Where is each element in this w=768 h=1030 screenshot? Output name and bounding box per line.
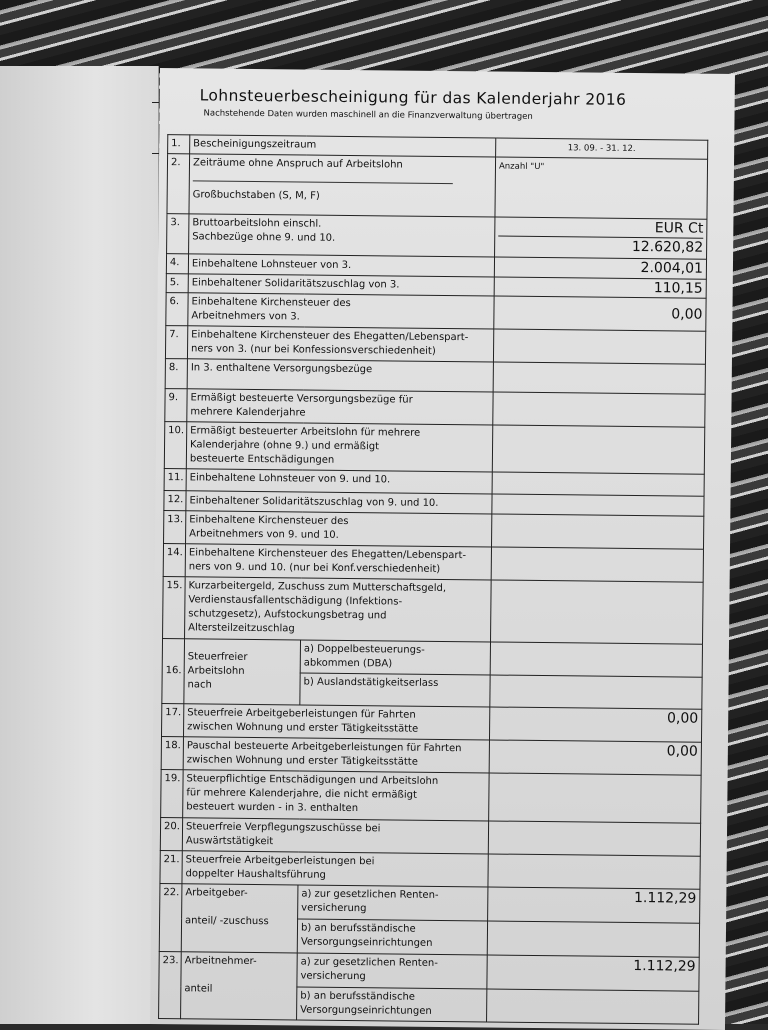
sub-label-a: [298, 885, 488, 921]
row-label-line: zwischen Wohnung und erster Tätigkeitsstätte: [186, 754, 418, 768]
row-number: 6.: [166, 293, 188, 326]
row-20: [160, 818, 700, 857]
row-value: Anzahl "U": [495, 157, 708, 219]
row-10: [164, 422, 704, 475]
sub-label-line: a) zur gesetzlichen Renten-: [301, 888, 439, 901]
amount: 0,00: [489, 707, 701, 742]
row-value: [492, 514, 704, 549]
sub-label-line: b) an berufsständische: [300, 990, 416, 1003]
row-value: 13. 09. - 31. 12.: [496, 138, 708, 159]
row-label-line: Einbehaltene Kirchensteuer des: [191, 296, 351, 310]
row-number: 13.: [164, 511, 186, 544]
row-label: [182, 851, 488, 887]
row-label: [187, 389, 493, 425]
row-number: 9.: [165, 389, 187, 422]
row-label-line: besteuert wurden - in 3. enthalten: [186, 801, 359, 815]
row-label-line: Steuerfreie Arbeitgeberleistungen für Fahrten: [187, 707, 416, 721]
row-label-line: ners von 3. (nur bei Konfessionsverschiedenheit): [191, 343, 436, 357]
row-label-line: besteuerte Entschädigungen: [189, 453, 335, 466]
row-14: [163, 544, 703, 583]
sub-label-line: Versorgungseinrichtungen: [300, 936, 433, 949]
sub-label-line: versicherung: [301, 902, 367, 915]
amount: 1.112,29: [488, 887, 700, 923]
row-label-line: Steuerfreier: [187, 651, 248, 663]
row-3: [167, 214, 707, 260]
row-value: [487, 921, 699, 957]
row-label-line: zwischen Wohnung und erster Tätigkeitsstätte: [187, 721, 419, 735]
blank-line: [193, 170, 492, 187]
row-value: [488, 821, 700, 856]
row-label: [188, 293, 494, 329]
row-label: In 3. enthaltene Versorgungsbezüge: [187, 359, 493, 392]
row-13: [164, 511, 704, 550]
row-value: [493, 392, 705, 427]
row-value: [493, 329, 705, 364]
row-value: [492, 425, 704, 474]
row-number: 5.: [166, 274, 188, 293]
tax-certificate-sheet: [150, 68, 735, 1030]
row-label: [189, 154, 496, 217]
row-number: 18.: [161, 737, 183, 770]
row-label: [184, 639, 301, 705]
row-label-line: für mehrere Kalenderjahre, die nicht ermäßigt: [186, 787, 417, 801]
row-label-line: Einbehaltene Kirchensteuer des Ehegatten/Lebenspart-: [191, 329, 469, 344]
sub-label-line: abkommen (DBA): [303, 657, 393, 670]
sub-label-line: Versorgungseinrichtungen: [300, 1004, 432, 1017]
row-label: [186, 511, 492, 547]
row-number: 17.: [161, 704, 183, 737]
row-number: 3.: [167, 214, 189, 254]
row-number: 16.: [162, 639, 185, 704]
sub-label-line: a) zur gesetzlichen Renten-: [300, 956, 438, 969]
row-label: [186, 422, 492, 472]
sub-label-b: b) Auslandstätigkeitserlass: [300, 673, 490, 707]
row-label-line: Einbehaltene Kirchensteuer des Ehegatten/Lebenspart-: [188, 547, 467, 562]
row-label: [183, 770, 490, 821]
row-number: 10.: [164, 422, 186, 469]
row-2: [167, 154, 708, 220]
row-label-line: Arbeitnehmers von 9. und 10.: [189, 528, 339, 541]
row-label-line: Altersteilzeitzuschlag: [188, 622, 295, 635]
row-number: 14.: [163, 544, 185, 577]
row-label: Einbehaltener Solidaritätszuschlag von 9. und 10.: [186, 491, 492, 514]
row-label-line: Steuerfreie Verpflegungszuschüsse bei: [185, 821, 381, 835]
amount: 12.620,82: [498, 236, 703, 255]
sub-label-a: [300, 640, 490, 675]
row-label-line: nach: [187, 679, 212, 691]
row-label-line: Kurzarbeitergeld, Zuschuss zum Mutterschaftsgeld,: [188, 580, 447, 595]
sub-label-b: [297, 919, 487, 955]
row-label: [182, 818, 488, 854]
row-number: 23.: [159, 952, 182, 1019]
row-label: Bescheinigungszeitraum: [190, 135, 496, 157]
row-label: [183, 737, 489, 773]
row-6: [166, 293, 706, 332]
row-value: [492, 472, 704, 496]
sub-label-line: a) Doppelbesteuerungs-: [303, 643, 425, 656]
amount: 110,15: [494, 277, 706, 298]
row-label-line: Bruttoarbeitslohn einschl.: [192, 217, 322, 230]
document-title: Lohnsteuerbescheinigung für das Kalenderjahr 2016: [199, 86, 627, 109]
sub-label-line: versicherung: [300, 970, 366, 983]
document-subtitle: Nachstehende Daten wurden maschinell an die Finanzverwaltung übertragen: [203, 108, 533, 122]
row-value: [488, 854, 700, 889]
row-label-line: schutzgesetz), Aufstockungsbetrag und: [188, 608, 387, 622]
row-number: 21.: [160, 851, 182, 884]
row-label-line: doppelter Haushaltsführung: [185, 868, 326, 881]
row-label-line: Arbeitgeber-: [185, 887, 248, 899]
row-value: [487, 989, 699, 1024]
amount: 0,00: [489, 740, 701, 775]
row-number: 20.: [160, 818, 182, 851]
row-label: Einbehaltene Lohnsteuer von 3.: [188, 254, 494, 277]
row-label: [189, 214, 495, 257]
row-number: 12.: [164, 491, 186, 511]
row-value: [495, 217, 707, 259]
row-value: [491, 547, 703, 582]
row-value: [491, 580, 704, 644]
row-label-line: Zeiträume ohne Anspruch auf Arbeitslohn: [192, 157, 403, 171]
row-number: 2.: [167, 154, 190, 214]
row-label: [181, 884, 298, 953]
row-value: [492, 494, 704, 516]
row-label-line: Arbeitnehmer-: [184, 955, 257, 968]
row-label-line: ners von 9. und 10. (nur bei Konf.verschiedenheit): [188, 561, 441, 575]
row-value: [493, 362, 705, 394]
row-value: [490, 675, 702, 709]
row-16a: [162, 639, 702, 678]
row-label-line: mehrere Kalenderjahre: [190, 406, 306, 419]
row-label: [185, 577, 492, 642]
row-21: [160, 851, 700, 890]
row-label-line: Arbeitslohn: [187, 665, 245, 677]
amount: 2.004,01: [494, 257, 706, 279]
row-value: [490, 642, 702, 677]
row-label-line: Ermäßigt besteuerter Arbeitslohn für mehrere: [190, 425, 421, 439]
row-label: [181, 952, 298, 1020]
row-23a: [159, 952, 699, 992]
row-label-line: Sachbezüge ohne 9. und 10.: [192, 231, 336, 244]
row-number: 19.: [161, 770, 184, 818]
row-number: 15.: [163, 577, 186, 639]
row-label: [187, 326, 493, 362]
row-number: 8.: [165, 359, 187, 389]
row-19: [161, 770, 701, 824]
row-label-line: Ermäßigt besteuerte Versorgungsbezüge für: [190, 392, 413, 406]
row-value: [489, 773, 701, 823]
row-label-line: Arbeitnehmers von 3.: [191, 310, 300, 323]
certificate-form-table: [158, 134, 708, 1025]
row-label-line: Verdienstausfallentschädigung (Infektions-: [188, 594, 403, 608]
row-number: 1.: [168, 135, 190, 154]
row-label-line: anteil: [184, 983, 213, 995]
left-blank-page: [0, 66, 159, 1024]
sub-label-a: [297, 953, 487, 989]
sub-label-b: [297, 987, 487, 1022]
row-number: 7.: [165, 326, 187, 359]
row-label-line: Einbehaltene Kirchensteuer des: [189, 514, 349, 527]
row-label-line: Kalenderjahre (ohne 9.) und ermäßigt: [189, 439, 380, 453]
row-label-line: Auswärtstätigkeit: [185, 835, 274, 848]
row-number: 22.: [159, 884, 182, 952]
row-15: [163, 577, 704, 645]
row-label-line: Steuerpflichtige Entschädigungen und Arbeitslohn: [186, 773, 439, 787]
row-number: 11.: [164, 469, 186, 491]
amount: 0,00: [494, 296, 706, 331]
row-label: [185, 544, 491, 580]
row-label: Einbehaltener Solidaritätszuschlag von 3.: [188, 274, 494, 296]
row-label: Einbehaltene Lohnsteuer von 9. und 10.: [186, 469, 492, 494]
row-label-line: Steuerfreie Arbeitgeberleistungen bei: [185, 854, 375, 868]
row-label-line: Großbuchstaben (S, M, F): [192, 189, 320, 202]
sub-label-line: b) an berufsständische: [300, 922, 416, 935]
row-label: [183, 704, 489, 740]
amount: 1.112,29: [487, 955, 699, 991]
currency-unit: EUR Ct: [654, 220, 704, 237]
row-label-line: Pauschal besteuerte Arbeitgeberleistungen für Fahrten: [186, 740, 462, 755]
row-number: 4.: [166, 254, 188, 274]
row-label-line: anteil/ -zuschuss: [185, 915, 269, 928]
row-22a: [160, 884, 700, 924]
